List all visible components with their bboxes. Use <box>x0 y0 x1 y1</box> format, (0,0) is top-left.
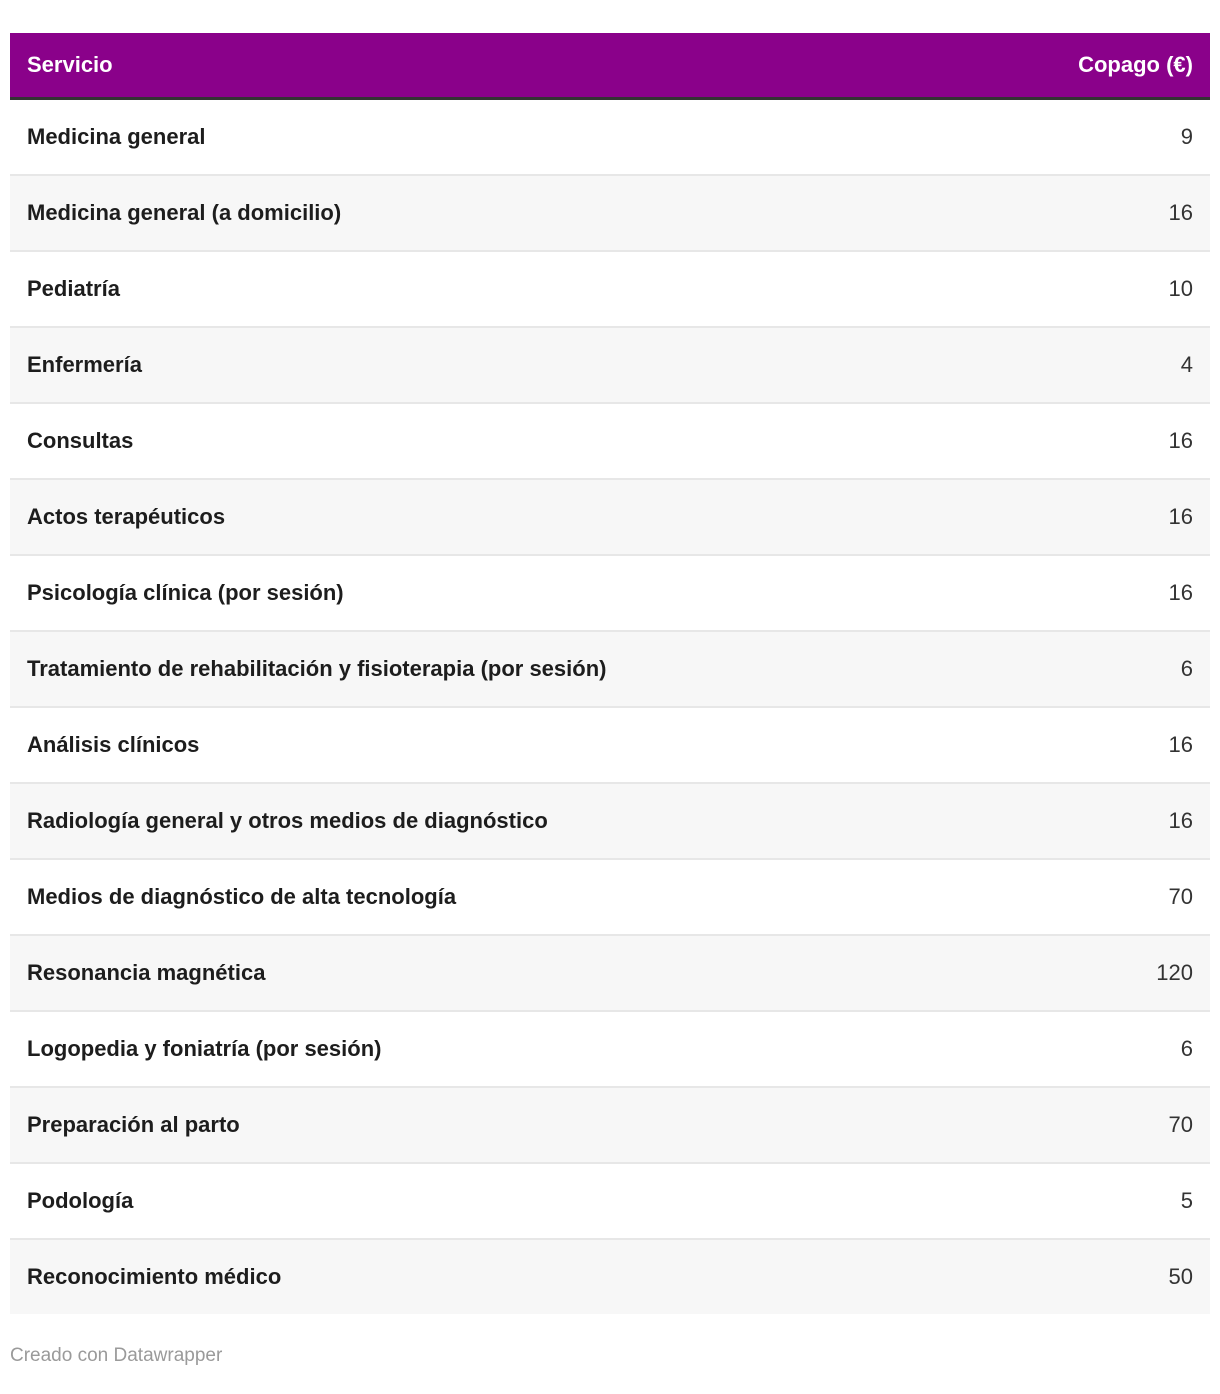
table-row <box>10 479 1210 555</box>
service-cell: Resonancia magnética <box>10 935 674 1011</box>
column-header-copago: Copago (€) <box>674 33 1210 99</box>
table-row <box>10 859 1210 935</box>
service-cell: Medicina general <box>27 124 206 149</box>
table-row <box>10 175 1210 251</box>
table-row <box>10 1239 1210 1314</box>
copago-cell: 120 <box>674 935 1210 1011</box>
table-header <box>10 33 1210 99</box>
copago-cell: 70 <box>674 859 1210 935</box>
copago-cell: 50 <box>674 1239 1210 1314</box>
table-header-row <box>10 33 1210 99</box>
table-row <box>10 251 1210 327</box>
table-row <box>10 403 1210 479</box>
table-row <box>10 707 1210 783</box>
copago-cell: 6 <box>674 631 1210 707</box>
copago-cell: 5 <box>674 1163 1210 1239</box>
copago-cell: 16 <box>674 479 1210 555</box>
service-cell: Medicina general (a domicilio) <box>10 175 674 251</box>
table-row <box>10 935 1210 1011</box>
table-body <box>10 99 1210 1315</box>
table-row <box>10 555 1210 631</box>
service-cell: Preparación al parto <box>10 1087 674 1163</box>
attribution-link[interactable]: Creado con Datawrapper <box>10 1345 223 1366</box>
service-cell: Consultas <box>10 403 674 479</box>
copago-cell: 70 <box>674 1087 1210 1163</box>
table-row <box>10 1087 1210 1163</box>
copago-cell: 4 <box>674 327 1210 403</box>
table-row <box>10 1011 1210 1087</box>
copago-cell: 10 <box>674 251 1210 327</box>
service-cell: Enfermería <box>10 327 674 403</box>
service-cell: Radiología general y otros medios de diagnóstico <box>10 783 674 859</box>
copay-table <box>10 33 1210 1314</box>
copago-cell: 9 <box>1180 124 1193 149</box>
service-cell: Psicología clínica (por sesión) <box>10 555 674 631</box>
service-cell: Tratamiento de rehabilitación y fisioterapia (por sesión) <box>10 631 674 707</box>
service-cell: Podología <box>10 1163 674 1239</box>
service-cell: Medios de diagnóstico de alta tecnología <box>10 859 674 935</box>
copago-cell: 16 <box>674 175 1210 251</box>
copago-cell: 16 <box>674 707 1210 783</box>
table-row <box>10 327 1210 403</box>
service-cell: Análisis clínicos <box>10 707 674 783</box>
column-header-servicio: Servicio <box>10 33 674 99</box>
copago-cell: 16 <box>674 783 1210 859</box>
service-cell: Pediatría <box>10 251 674 327</box>
table-row <box>10 783 1210 859</box>
copago-cell: 6 <box>674 1011 1210 1087</box>
copago-cell: 16 <box>674 555 1210 631</box>
service-cell: Actos terapéuticos <box>10 479 674 555</box>
service-cell: Reconocimiento médico <box>10 1239 674 1314</box>
copago-cell: 16 <box>674 403 1210 479</box>
table-row <box>10 1163 1210 1239</box>
service-cell: Logopedia y foniatría (por sesión) <box>10 1011 674 1087</box>
attribution-footer <box>10 1344 1210 1394</box>
table-row <box>10 631 1210 707</box>
table-row <box>10 99 1210 176</box>
